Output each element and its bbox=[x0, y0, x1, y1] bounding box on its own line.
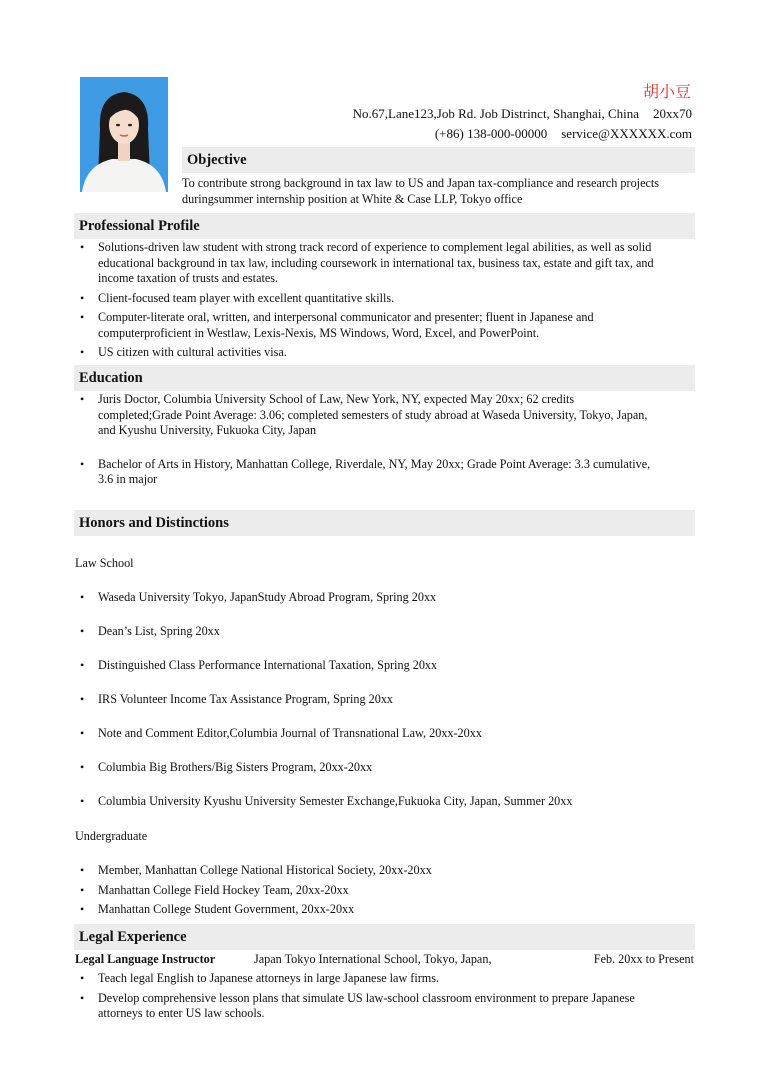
person-portrait-icon bbox=[80, 77, 168, 192]
line: • Computer-literate oral, written, and interpersonal communicator and presenter; fluent in Japanese and bbox=[98, 310, 594, 324]
list-item bbox=[74, 971, 699, 987]
candidate-name: 胡小豆 bbox=[642, 82, 691, 101]
list-item: • Distinguished Class Performance International Taxation, Spring 20xx bbox=[74, 658, 699, 692]
objective-line: To contribute strong background in tax law to US and Japan tax-compliance and research projects bbox=[182, 176, 660, 190]
line: • Solutions-driven law student with strong track record of experience to complement legal abilities, as well as solid bbox=[98, 240, 652, 254]
list-item: • Manhattan College Field Hockey Team, 20xx-20xx bbox=[74, 883, 699, 903]
line: • Teach legal English to Japanese attorneys in large Japanese law firms. bbox=[98, 971, 440, 985]
line: • Client-focused team player with excellent quantitative skills. bbox=[98, 290, 395, 305]
section-heading-profile: Professional Profile bbox=[74, 213, 695, 239]
list-item: • Member, Manhattan College National Historical Society, 20xx-20xx bbox=[74, 863, 699, 883]
list-item bbox=[74, 345, 699, 361]
list-item: • Columbia University Kyushu University Semester Exchange,Fukuoka City, Japan, Summer 20xx bbox=[74, 794, 699, 812]
list-item: • Note and Comment Editor,Columbia Journal of Transnational Law, 20xx-20xx bbox=[74, 726, 699, 760]
job-duties-list bbox=[74, 971, 699, 1022]
email-address: service@XXXXXX.com bbox=[561, 126, 692, 141]
section-heading-education: Education bbox=[74, 365, 695, 391]
line: • Juris Doctor, Columbia University School of Law, New York, NY, expected May 20xx; 62 credits bbox=[98, 392, 575, 406]
address: No.67,Lane123,Job Rd. Job Distrinct, Shanghai, China bbox=[352, 106, 639, 121]
line: • Develop comprehensive lesson plans that simulate US law-school classroom environment to prepare Japanese bbox=[98, 990, 635, 1005]
line: completed;Grade Point Average: 3.06; completed semesters of study abroad at Waseda University, Tokyo, Japan, bbox=[98, 407, 648, 422]
law-school-honors-list bbox=[74, 590, 699, 812]
profile-photo bbox=[80, 77, 168, 192]
list-item: • IRS Volunteer Income Tax Assistance Program, Spring 20xx bbox=[74, 692, 699, 726]
list-item: • Columbia Big Brothers/Big Sisters Program, 20xx-20xx bbox=[74, 760, 699, 794]
undergraduate-honors-list bbox=[74, 863, 699, 922]
contact-line bbox=[421, 126, 692, 142]
list-item bbox=[74, 291, 699, 307]
job-header-row bbox=[75, 952, 694, 968]
line: and Kyushu University, Fukuoka City, Japan bbox=[98, 423, 317, 437]
section-heading-honors: Honors and Distinctions bbox=[74, 510, 695, 536]
line: attorneys to enter US law schools. bbox=[98, 1006, 265, 1020]
line: • Bachelor of Arts in History, Manhattan College, Riverdale, NY, May 20xx; Grade Point Average: 3.3 cumulative, bbox=[98, 456, 651, 471]
list-item bbox=[74, 240, 699, 287]
list-item: • Manhattan College Student Government, 20xx-20xx bbox=[74, 902, 699, 922]
postcode: 20xx70 bbox=[653, 106, 692, 121]
phone-number: (+86) 138-000-00000 bbox=[434, 126, 548, 141]
objective-line: duringsummer internship position at White & Case LLP, Tokyo office bbox=[182, 191, 523, 206]
line: computerproficient in Westlaw, Lexis-Nexis, MS Windows, Word, Excel, and PowerPoint. bbox=[98, 325, 540, 340]
section-heading-objective: Objective bbox=[182, 147, 695, 173]
undergraduate-label: Undergraduate bbox=[75, 829, 148, 843]
list-item bbox=[74, 310, 699, 341]
line: educational background in tax law, including coursework in international tax, business tax, estate and gift tax, and bbox=[98, 255, 654, 270]
line: 3.6 in major bbox=[98, 472, 158, 486]
list-item: • Dean’s List, Spring 20xx bbox=[74, 624, 699, 658]
line: • US citizen with cultural activities visa. bbox=[98, 345, 287, 359]
list-item bbox=[74, 457, 699, 488]
job-title: Legal Language Instructor bbox=[75, 952, 216, 966]
objective-text bbox=[182, 176, 659, 207]
section-heading-legal-experience: Legal Experience bbox=[74, 924, 695, 950]
job-dates: Feb. 20xx to Present bbox=[593, 952, 694, 966]
line: income taxation of trusts and estates. bbox=[98, 271, 279, 285]
list-item bbox=[74, 392, 699, 439]
address-line bbox=[339, 106, 692, 122]
list-item: • Waseda University Tokyo, JapanStudy Abroad Program, Spring 20xx bbox=[74, 590, 699, 624]
education-list bbox=[74, 392, 699, 488]
law-school-label: Law School bbox=[75, 556, 134, 570]
list-item bbox=[74, 991, 699, 1022]
job-organization: Japan Tokyo International School, Tokyo, Japan, bbox=[254, 952, 492, 966]
profile-list bbox=[74, 240, 699, 361]
